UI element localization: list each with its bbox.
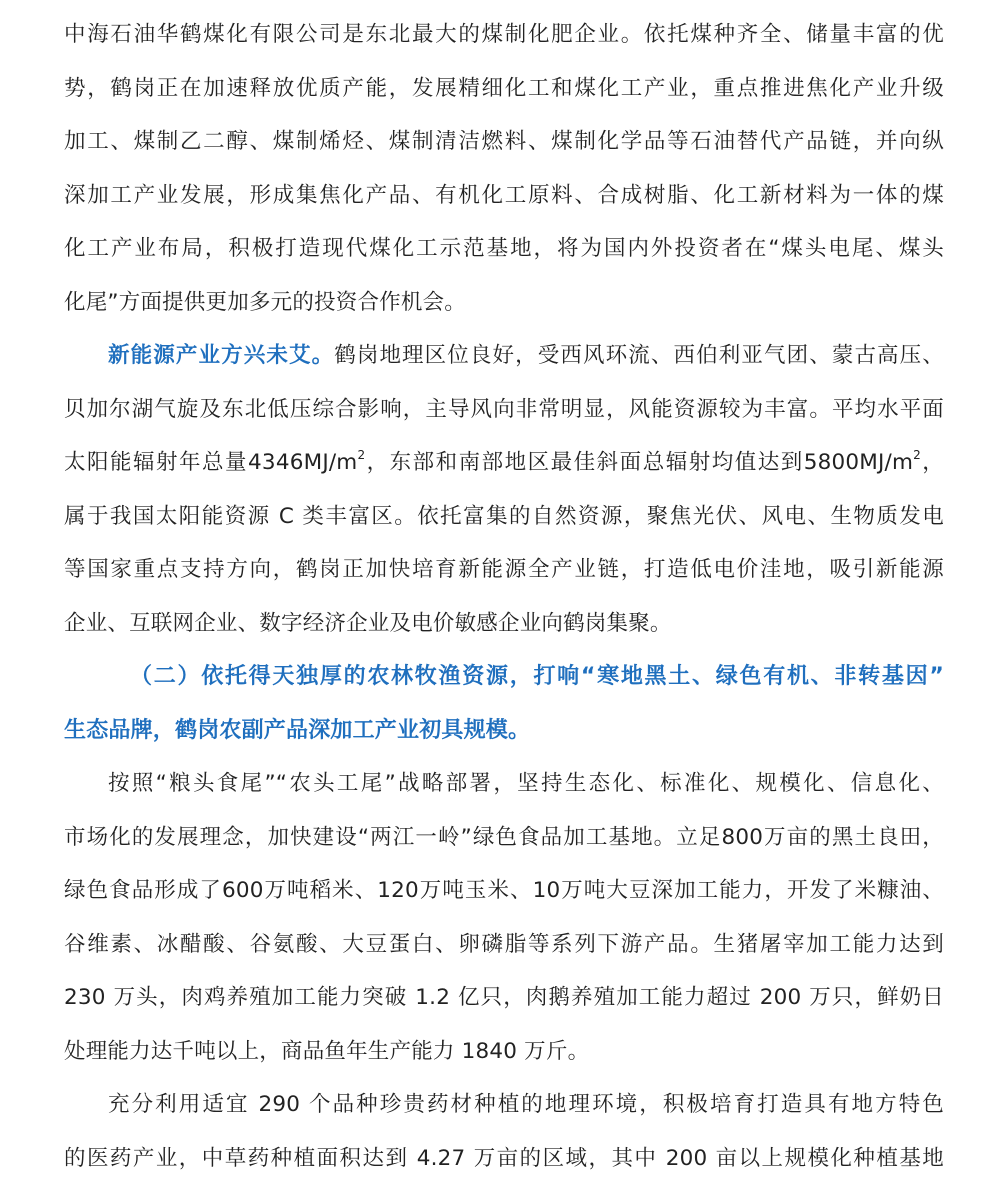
- section-heading: [64, 650, 944, 757]
- text-span: ，东部和南部地区最佳斜面总辐射均值达到5800MJ/m: [365, 450, 913, 475]
- text-line: 的医药产业，中草药种植面积达到 4.27 万亩的区域，其中 200 亩以上规模化种植基地: [64, 1132, 944, 1185]
- text-line: 绿色食品形成了600万吨稻米、120万吨玉米、10万吨大豆深加工能力，开发了米糠油、: [64, 864, 944, 918]
- text-line: [64, 436, 944, 490]
- text-line: 中海石油华鹤煤化有限公司是东北最大的煤制化肥企业。依托煤种齐全、储量丰富的优: [64, 8, 944, 62]
- text-line: 贝加尔湖气旋及东北低压综合影响，主导风向非常明显，风能资源较为丰富。平均水平面: [64, 383, 944, 437]
- text-line: 市场化的发展理念，加快建设“两江一岭”绿色食品加工基地。立足800万亩的黑土良田，: [64, 811, 944, 865]
- paragraph-new-energy: [64, 329, 944, 650]
- text-span: 鹤岗地理区位良好，受西风环流、西伯利亚气团、蒙古高压、: [334, 343, 944, 368]
- highlight-phrase: 新能源产业方兴未艾。: [108, 343, 334, 368]
- paragraph-agriculture: [64, 757, 944, 1078]
- text-line: 属于我国太阳能资源 C 类丰富区。依托富集的自然资源，聚焦光伏、风电、生物质发电: [64, 490, 944, 544]
- heading-line: （二）依托得天独厚的农林牧渔资源，打响“寒地黑土、绿色有机、非转基因”: [64, 650, 944, 704]
- text-line: 处理能力达千吨以上，商品鱼年生产能力 1840 万斤。: [64, 1025, 944, 1079]
- text-line: 深加工产业发展，形成集焦化产品、有机化工原料、合成树脂、化工新材料为一体的煤: [64, 169, 944, 223]
- text-line: 充分利用适宜 290 个品种珍贵药材种植的地理环境，积极培育打造具有地方特色: [64, 1078, 944, 1132]
- document-page: [64, 8, 944, 1185]
- heading-line: 生态品牌，鹤岗农副产品深加工产业初具规模。: [64, 704, 944, 758]
- text-line: 化尾”方面提供更加多元的投资合作机会。: [64, 276, 944, 330]
- text-line: 按照“粮头食尾”“农头工尾”战略部署，坚持生态化、标准化、规模化、信息化、: [64, 757, 944, 811]
- text-line: [64, 329, 944, 383]
- text-line: 230 万头，肉鸡养殖加工能力突破 1.2 亿只，肉鹅养殖加工能力超过 200 万只，鲜奶日: [64, 971, 944, 1025]
- text-line: 企业、互联网企业、数字经济企业及电价敏感企业向鹤岗集聚。: [64, 597, 944, 651]
- text-span: 太阳能辐射年总量4346MJ/m: [64, 450, 357, 475]
- text-line: 势，鹤岗正在加速释放优质产能，发展精细化工和煤化工产业，重点推进焦化产业升级: [64, 62, 944, 116]
- superscript: 2: [357, 448, 365, 462]
- text-line: 谷维素、冰醋酸、谷氨酸、大豆蛋白、卵磷脂等系列下游产品。生猪屠宰加工能力达到: [64, 918, 944, 972]
- paragraph-medicine: [64, 1078, 944, 1185]
- text-line: 加工、煤制乙二醇、煤制烯烃、煤制清洁燃料、煤制化学品等石油替代产品链，并向纵: [64, 115, 944, 169]
- text-line: 等国家重点支持方向，鹤岗正加快培育新能源全产业链，打造低电价洼地，吸引新能源: [64, 543, 944, 597]
- text-line: 化工产业布局，积极打造现代煤化工示范基地，将为国内外投资者在“煤头电尾、煤头: [64, 222, 944, 276]
- text-span: ，: [921, 450, 944, 475]
- paragraph-coal-chemical: [64, 8, 944, 329]
- superscript: 2: [913, 448, 921, 462]
